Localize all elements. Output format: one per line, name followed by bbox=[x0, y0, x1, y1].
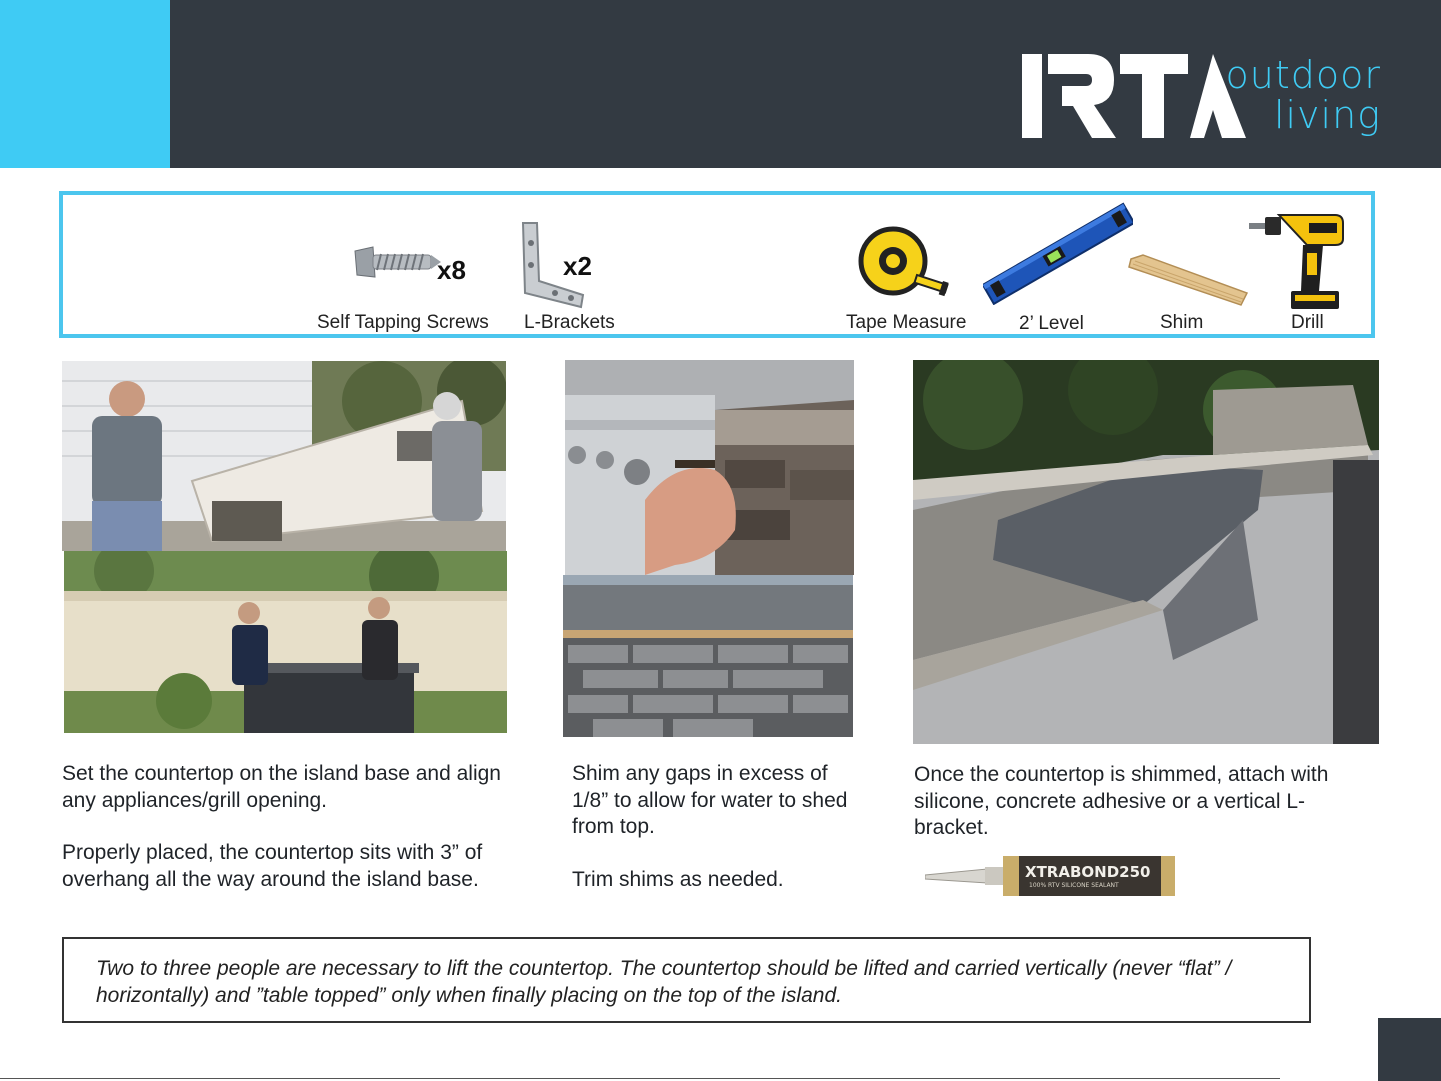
screws-label: Self Tapping Screws bbox=[317, 312, 489, 333]
brand-tagline bbox=[1226, 55, 1381, 135]
drill-label: Drill bbox=[1291, 312, 1324, 333]
level-label: 2’ Level bbox=[1019, 313, 1084, 334]
photo-finished-countertop bbox=[913, 360, 1379, 744]
silicone-tube-icon bbox=[925, 853, 1177, 899]
brackets-label: L-Brackets bbox=[524, 312, 615, 333]
tools-panel bbox=[59, 191, 1375, 338]
safety-note: Two to three people are necessary to lift the countertop. The countertop should be lifted and carried vertically (never “flat” / horizontally) and ”table topped” only when finally placing on the top of the island. bbox=[62, 937, 1311, 1023]
tape-measure-icon bbox=[855, 225, 955, 297]
step-one-paragraph-1: Set the countertop on the island base and align any appliances/grill opening. bbox=[62, 762, 501, 812]
step-two-text bbox=[572, 761, 857, 893]
photo-shims-under-countertop bbox=[563, 575, 853, 737]
product-sub-label: 100% RTV SILICONE SEALANT bbox=[1029, 882, 1119, 889]
level-icon bbox=[983, 201, 1133, 305]
brackets-qty: x2 bbox=[563, 251, 592, 281]
footer-divider bbox=[0, 1078, 1280, 1079]
step-one-text bbox=[62, 761, 502, 893]
footer-corner-block bbox=[1378, 1018, 1441, 1081]
shim-icon bbox=[1123, 253, 1253, 311]
shim-label: Shim bbox=[1160, 312, 1204, 333]
screw-icon bbox=[353, 243, 443, 283]
step-two-paragraph-1: Shim any gaps in excess of 1/8” to allow for water to shed from top. bbox=[572, 762, 848, 838]
photo-carrying-countertop bbox=[62, 361, 506, 551]
header-accent-block bbox=[0, 0, 170, 168]
step-three-paragraph-1: Once the countertop is shimmed, attach with silicone, concrete adhesive or a vertical L-bracket. bbox=[914, 763, 1329, 839]
product-brand-label: XTRABOND250 bbox=[1025, 863, 1151, 881]
step-three-text bbox=[914, 762, 1376, 842]
step-two-paragraph-2: Trim shims as needed. bbox=[572, 867, 784, 891]
step-one-paragraph-2: Properly placed, the countertop sits with 3” of overhang all the way around the island base. bbox=[62, 841, 483, 891]
photo-placing-countertop bbox=[64, 551, 507, 733]
screws-qty: x8 bbox=[437, 255, 466, 285]
photo-shimming-near-grill bbox=[565, 360, 854, 575]
brand-line-outdoor: outdoor bbox=[1225, 53, 1381, 97]
drill-icon bbox=[1249, 211, 1349, 311]
page-header bbox=[0, 0, 1441, 168]
brand-line-living: living bbox=[1273, 93, 1381, 137]
tape-measure-label: Tape Measure bbox=[846, 312, 967, 333]
